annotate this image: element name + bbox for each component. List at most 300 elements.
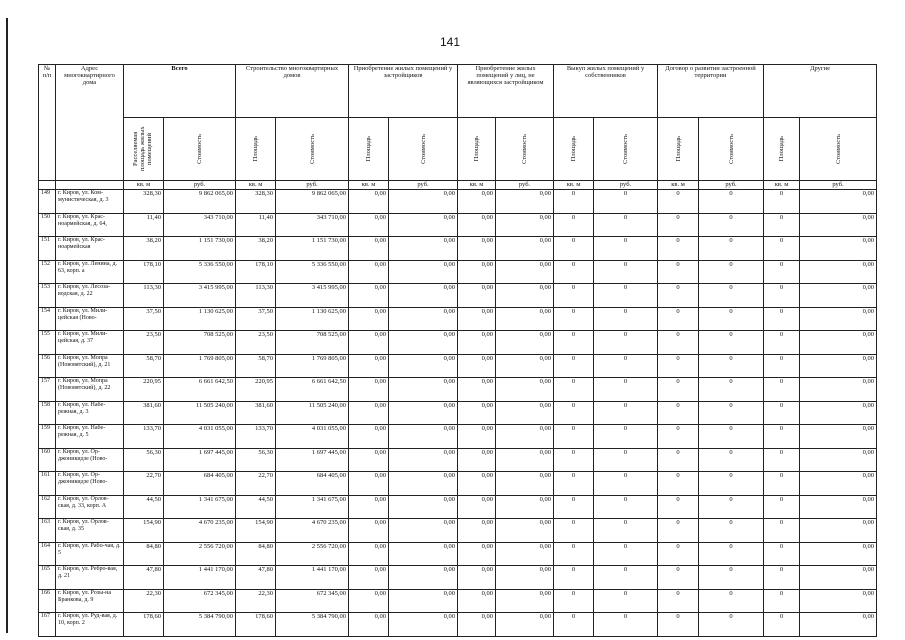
cell-cost: 0,00 (389, 284, 458, 308)
cell-area: 154,90 (124, 519, 164, 543)
row-number: 160 (39, 448, 56, 472)
cell-cost: 708 525,00 (276, 331, 349, 355)
cell-cost: 672 345,00 (276, 589, 349, 613)
group-header-purchase-non-developers: Приобретение жилых помещений у лиц, не являющихся застройщиком (458, 65, 554, 118)
cell-cost: 1 151 730,00 (276, 237, 349, 261)
cell-cost: 0,00 (496, 542, 554, 566)
subheader-cost: Стоимость (389, 118, 458, 181)
cell-cost: 0 (699, 284, 764, 308)
page-number: 141 (440, 35, 461, 49)
cell-cost: 1 130 625,00 (276, 307, 349, 331)
group-header-construction: Строительство многоквартирных домов (236, 65, 349, 118)
row-number: 149 (39, 190, 56, 214)
subheader-cost: Стоимость (699, 118, 764, 181)
cell-cost: 0 (699, 425, 764, 449)
cell-area: 0 (658, 307, 699, 331)
cell-cost: 5 336 550,00 (164, 260, 236, 284)
cell-cost: 0 (699, 354, 764, 378)
cell-cost: 0 (699, 613, 764, 637)
cell-cost: 0,00 (496, 519, 554, 543)
cell-cost: 0,00 (496, 331, 554, 355)
cell-area: 0,00 (349, 284, 389, 308)
cell-cost: 0,00 (496, 378, 554, 402)
cell-cost: 0 (594, 566, 658, 590)
cell-cost: 1 769 805,00 (164, 354, 236, 378)
cell-cost: 0,00 (496, 613, 554, 637)
cell-area: 0 (554, 566, 594, 590)
cell-cost: 0 (699, 307, 764, 331)
cell-area: 0 (554, 284, 594, 308)
cell-cost: 0 (699, 378, 764, 402)
cell-area: 0 (764, 425, 800, 449)
cell-area: 23,50 (124, 331, 164, 355)
subheader-area: Расселяемая площадь жилых помещений (124, 118, 164, 181)
cell-area: 22,30 (124, 589, 164, 613)
cell-area: 0,00 (349, 378, 389, 402)
cell-area: 0 (658, 378, 699, 402)
cell-area: 0 (764, 331, 800, 355)
cell-cost: 0 (594, 190, 658, 214)
table-row (39, 542, 877, 566)
cell-cost: 2 556 720,00 (276, 542, 349, 566)
cell-area: 0 (554, 213, 594, 237)
cell-cost: 0,00 (389, 237, 458, 261)
cell-area: 0 (658, 566, 699, 590)
table-row (39, 566, 877, 590)
row-address: г. Киров, ул. Лесоза-водская, д. 22 (56, 284, 124, 308)
cell-area: 0 (764, 401, 800, 425)
unit-label: кв. м (764, 181, 800, 190)
cell-cost: 0,00 (389, 425, 458, 449)
subheader-cost: Стоимость (800, 118, 877, 181)
row-number: 164 (39, 542, 56, 566)
cell-cost: 0,00 (496, 260, 554, 284)
cell-area: 0 (554, 448, 594, 472)
row-address: г. Киров, ул. Ком-мунистическая, д. 3 (56, 190, 124, 214)
cell-area: 84,80 (236, 542, 276, 566)
cell-cost: 0 (594, 472, 658, 496)
table-row (39, 589, 877, 613)
cell-cost: 0,00 (389, 260, 458, 284)
cell-cost: 11 505 240,00 (164, 401, 236, 425)
cell-cost: 0 (594, 260, 658, 284)
cell-area: 178,60 (124, 613, 164, 637)
row-number: 155 (39, 331, 56, 355)
cell-cost: 0,00 (389, 589, 458, 613)
cell-cost: 0 (699, 448, 764, 472)
unit-label: руб. (389, 181, 458, 190)
cell-cost: 6 661 642,50 (276, 378, 349, 402)
cell-cost: 1 441 170,00 (276, 566, 349, 590)
cell-area: 0,00 (458, 613, 496, 637)
cell-cost: 5 384 790,00 (164, 613, 236, 637)
cell-cost: 1 769 805,00 (276, 354, 349, 378)
row-number: 150 (39, 213, 56, 237)
cell-cost: 0 (594, 495, 658, 519)
cell-area: 0 (554, 495, 594, 519)
cell-area: 178,60 (236, 613, 276, 637)
cell-cost: 0,00 (800, 354, 877, 378)
table-row (39, 378, 877, 402)
table-row (39, 519, 877, 543)
cell-cost: 0 (699, 472, 764, 496)
cell-cost: 0,00 (800, 284, 877, 308)
cell-cost: 3 415 995,00 (276, 284, 349, 308)
cell-area: 0 (764, 495, 800, 519)
cell-area: 0 (764, 566, 800, 590)
row-address: г. Киров, ул. Руд-вая, д. 10, корп. 2 (56, 613, 124, 637)
table-row (39, 401, 877, 425)
cell-area: 0,00 (458, 307, 496, 331)
cell-area: 37,50 (124, 307, 164, 331)
unit-label: руб. (800, 181, 877, 190)
unit-label: кв. м (458, 181, 496, 190)
cell-area: 0,00 (349, 472, 389, 496)
cell-cost: 1 697 445,00 (164, 448, 236, 472)
cell-area: 0,00 (349, 331, 389, 355)
cell-cost: 0,00 (496, 213, 554, 237)
cell-area: 328,30 (236, 190, 276, 214)
cell-area: 0 (658, 472, 699, 496)
units-empty (39, 181, 56, 190)
cell-cost: 0,00 (496, 425, 554, 449)
subheader-area: Площадь (764, 118, 800, 181)
cell-cost: 0,00 (496, 566, 554, 590)
row-address: г. Киров, ул. Набе-режная, д. 5 (56, 425, 124, 449)
row-number: 156 (39, 354, 56, 378)
cell-area: 0 (554, 542, 594, 566)
row-address: г. Киров, ул. Орлов-ская, д. 35 (56, 519, 124, 543)
cell-area: 0,00 (458, 589, 496, 613)
cell-cost: 9 862 065,00 (276, 190, 349, 214)
cell-cost: 672 345,00 (164, 589, 236, 613)
cell-cost: 0,00 (496, 495, 554, 519)
cell-area: 220,95 (124, 378, 164, 402)
cell-area: 0 (764, 213, 800, 237)
cell-cost: 0,00 (389, 401, 458, 425)
cell-cost: 3 415 995,00 (164, 284, 236, 308)
row-address: г. Киров, ул. Набе-режная, д. 3 (56, 401, 124, 425)
row-number: 151 (39, 237, 56, 261)
cell-area: 0,00 (458, 495, 496, 519)
cell-cost: 0 (699, 519, 764, 543)
group-header-other: Другие (764, 65, 877, 118)
row-number: 161 (39, 472, 56, 496)
cell-cost: 0,00 (496, 307, 554, 331)
cell-area: 0,00 (349, 213, 389, 237)
cell-cost: 684 405,00 (276, 472, 349, 496)
cell-area: 47,80 (124, 566, 164, 590)
row-address: г. Киров, ул. Ор-джоникидзе (Ново- (56, 448, 124, 472)
group-header-purchase-developers: Приобретение жилых помещений у застройщиков (349, 65, 458, 118)
cell-cost: 2 556 720,00 (164, 542, 236, 566)
cell-cost: 0,00 (800, 331, 877, 355)
row-address: г. Киров, ул. Ор-джоникидзе (Ново- (56, 472, 124, 496)
cell-cost: 343 710,00 (276, 213, 349, 237)
subheader-area: Площадь (236, 118, 276, 181)
cell-cost: 0,00 (389, 190, 458, 214)
cell-area: 0 (764, 354, 800, 378)
cell-area: 0 (554, 354, 594, 378)
cell-cost: 0 (594, 401, 658, 425)
cell-cost: 0,00 (800, 542, 877, 566)
cell-area: 0 (658, 519, 699, 543)
cell-area: 113,30 (236, 284, 276, 308)
cell-area: 58,70 (236, 354, 276, 378)
cell-area: 0,00 (349, 448, 389, 472)
cell-area: 328,30 (124, 190, 164, 214)
cell-area: 0,00 (349, 566, 389, 590)
cell-cost: 0,00 (389, 448, 458, 472)
cell-cost: 0,00 (496, 589, 554, 613)
cell-cost: 343 710,00 (164, 213, 236, 237)
cell-cost: 0,00 (800, 425, 877, 449)
cell-area: 0 (658, 401, 699, 425)
cell-cost: 0,00 (800, 190, 877, 214)
cell-area: 0 (764, 519, 800, 543)
cell-area: 58,70 (124, 354, 164, 378)
col-number-header: № п/п (39, 65, 56, 181)
cell-cost: 1 697 445,00 (276, 448, 349, 472)
cell-cost: 684 405,00 (164, 472, 236, 496)
cell-cost: 0,00 (800, 378, 877, 402)
cell-area: 0,00 (458, 472, 496, 496)
cell-cost: 0,00 (496, 448, 554, 472)
cell-cost: 0,00 (389, 331, 458, 355)
unit-label: руб. (496, 181, 554, 190)
row-number: 152 (39, 260, 56, 284)
cell-area: 0 (764, 284, 800, 308)
cell-cost: 4 670 235,00 (276, 519, 349, 543)
cell-cost: 0 (594, 542, 658, 566)
table-row (39, 284, 877, 308)
cell-area: 0 (554, 519, 594, 543)
cell-area: 0 (554, 331, 594, 355)
cell-cost: 0 (594, 307, 658, 331)
group-header-territory-development: Договор о развитии застроенной территории (658, 65, 764, 118)
unit-label: руб. (594, 181, 658, 190)
cell-area: 0 (658, 495, 699, 519)
cell-area: 0,00 (458, 190, 496, 214)
cell-cost: 6 661 642,50 (164, 378, 236, 402)
cell-cost: 0 (594, 448, 658, 472)
cell-cost: 0,00 (496, 190, 554, 214)
row-address: г. Киров, ул. Крас-ноармейская, д. 64, (56, 213, 124, 237)
cell-cost: 0,00 (389, 495, 458, 519)
cell-area: 0 (764, 542, 800, 566)
cell-area: 0 (764, 260, 800, 284)
cell-area: 0,00 (458, 331, 496, 355)
cell-area: 23,50 (236, 331, 276, 355)
cell-cost: 1 341 675,00 (164, 495, 236, 519)
cell-cost: 0 (699, 190, 764, 214)
table-row (39, 613, 877, 637)
row-number: 165 (39, 566, 56, 590)
row-address: г. Киров, ул. Розы-на Бранкова, д. 9 (56, 589, 124, 613)
unit-label: руб. (699, 181, 764, 190)
units-empty (56, 181, 124, 190)
cell-area: 0,00 (349, 519, 389, 543)
cell-cost: 0 (594, 589, 658, 613)
row-number: 163 (39, 519, 56, 543)
cell-cost: 4 031 055,00 (164, 425, 236, 449)
cell-area: 0,00 (349, 542, 389, 566)
cell-area: 381,60 (236, 401, 276, 425)
unit-label: кв. м (658, 181, 699, 190)
cell-area: 0 (554, 378, 594, 402)
subheader-cost: Стоимость (594, 118, 658, 181)
cell-area: 0 (764, 613, 800, 637)
cell-cost: 0 (699, 237, 764, 261)
cell-cost: 9 862 065,00 (164, 190, 236, 214)
cell-area: 0 (764, 190, 800, 214)
cell-area: 38,20 (236, 237, 276, 261)
housing-table (38, 64, 877, 637)
cell-area: 0,00 (349, 401, 389, 425)
cell-cost: 5 336 550,00 (276, 260, 349, 284)
cell-area: 0 (764, 448, 800, 472)
cell-cost: 1 130 625,00 (164, 307, 236, 331)
subheader-cost: Стоимость (164, 118, 236, 181)
row-number: 159 (39, 425, 56, 449)
cell-cost: 0 (699, 566, 764, 590)
cell-area: 133,70 (124, 425, 164, 449)
cell-area: 22,70 (236, 472, 276, 496)
cell-area: 47,80 (236, 566, 276, 590)
cell-cost: 0 (594, 378, 658, 402)
cell-area: 0 (658, 213, 699, 237)
cell-area: 0,00 (458, 519, 496, 543)
cell-cost: 0 (699, 542, 764, 566)
cell-area: 0,00 (458, 448, 496, 472)
cell-cost: 0,00 (389, 307, 458, 331)
row-address: г. Киров, ул. Орлов-ская, д. 33, корп. А (56, 495, 124, 519)
table-row (39, 190, 877, 214)
cell-area: 0 (658, 354, 699, 378)
cell-area: 0 (658, 448, 699, 472)
row-address: г. Киров, ул. Мили-цейская, д. 37 (56, 331, 124, 355)
row-number: 166 (39, 589, 56, 613)
cell-cost: 0,00 (389, 472, 458, 496)
row-number: 154 (39, 307, 56, 331)
cell-cost: 11 505 240,00 (276, 401, 349, 425)
cell-cost: 0,00 (800, 495, 877, 519)
col-address-header: Адрес многоквартирного дома (56, 65, 124, 181)
cell-cost: 0,00 (389, 613, 458, 637)
cell-area: 37,50 (236, 307, 276, 331)
cell-cost: 0 (594, 425, 658, 449)
cell-cost: 0,00 (496, 237, 554, 261)
cell-cost: 0 (594, 237, 658, 261)
cell-cost: 0,00 (800, 307, 877, 331)
cell-area: 0,00 (458, 566, 496, 590)
cell-area: 0 (764, 307, 800, 331)
table-row (39, 237, 877, 261)
row-address: г. Киров, ул. Крас-ноармейская (56, 237, 124, 261)
cell-area: 56,30 (236, 448, 276, 472)
cell-area: 0 (554, 613, 594, 637)
cell-area: 0,00 (349, 613, 389, 637)
cell-area: 0 (658, 237, 699, 261)
cell-cost: 0,00 (800, 589, 877, 613)
cell-cost: 0 (594, 331, 658, 355)
cell-cost: 0 (699, 495, 764, 519)
cell-area: 0 (554, 425, 594, 449)
unit-label: руб. (164, 181, 236, 190)
cell-cost: 0,00 (800, 237, 877, 261)
row-number: 162 (39, 495, 56, 519)
cell-area: 0,00 (458, 401, 496, 425)
cell-area: 0 (658, 425, 699, 449)
row-number: 167 (39, 613, 56, 637)
cell-area: 0,00 (458, 378, 496, 402)
cell-area: 11,40 (236, 213, 276, 237)
cell-area: 0 (554, 260, 594, 284)
cell-area: 0,00 (458, 237, 496, 261)
cell-cost: 0,00 (800, 472, 877, 496)
table-row (39, 425, 877, 449)
cell-area: 84,80 (124, 542, 164, 566)
cell-cost: 1 441 170,00 (164, 566, 236, 590)
table-row (39, 213, 877, 237)
row-address: г. Киров, ул. Мопра (Нововятский), д. 21 (56, 354, 124, 378)
cell-area: 0,00 (349, 260, 389, 284)
cell-cost: 0 (594, 613, 658, 637)
cell-area: 0 (658, 589, 699, 613)
unit-label: кв. м (349, 181, 389, 190)
subheader-area: Площадь (458, 118, 496, 181)
cell-area: 38,20 (124, 237, 164, 261)
cell-cost: 708 525,00 (164, 331, 236, 355)
cell-area: 381,60 (124, 401, 164, 425)
group-header-total: Всего (124, 65, 236, 118)
cell-cost: 0,00 (389, 566, 458, 590)
table-row (39, 331, 877, 355)
cell-area: 0,00 (458, 284, 496, 308)
subheader-cost: Стоимость (276, 118, 349, 181)
cell-area: 0,00 (349, 190, 389, 214)
cell-cost: 0 (699, 589, 764, 613)
table-row (39, 448, 877, 472)
cell-area: 0,00 (349, 307, 389, 331)
row-address: г. Киров, ул. Мопра (Нововятский), д. 22 (56, 378, 124, 402)
cell-cost: 0,00 (389, 378, 458, 402)
cell-cost: 0 (699, 260, 764, 284)
cell-cost: 0,00 (389, 354, 458, 378)
cell-area: 44,50 (236, 495, 276, 519)
cell-cost: 0,00 (496, 401, 554, 425)
table-row (39, 472, 877, 496)
cell-area: 0,00 (349, 425, 389, 449)
cell-area: 11,40 (124, 213, 164, 237)
cell-cost: 0,00 (389, 519, 458, 543)
cell-area: 0 (554, 589, 594, 613)
cell-cost: 0,00 (800, 401, 877, 425)
cell-area: 0,00 (349, 354, 389, 378)
cell-area: 0,00 (458, 542, 496, 566)
cell-area: 0 (658, 542, 699, 566)
cell-cost: 0,00 (389, 213, 458, 237)
cell-area: 113,30 (124, 284, 164, 308)
cell-cost: 0,00 (496, 472, 554, 496)
cell-cost: 1 151 730,00 (164, 237, 236, 261)
subheader-area: Площадь (554, 118, 594, 181)
table-row (39, 307, 877, 331)
unit-label: кв. м (554, 181, 594, 190)
row-address: г. Киров, ул. Мили-цейская (Ново- (56, 307, 124, 331)
cell-area: 0 (764, 589, 800, 613)
subheader-area: Площадь (349, 118, 389, 181)
